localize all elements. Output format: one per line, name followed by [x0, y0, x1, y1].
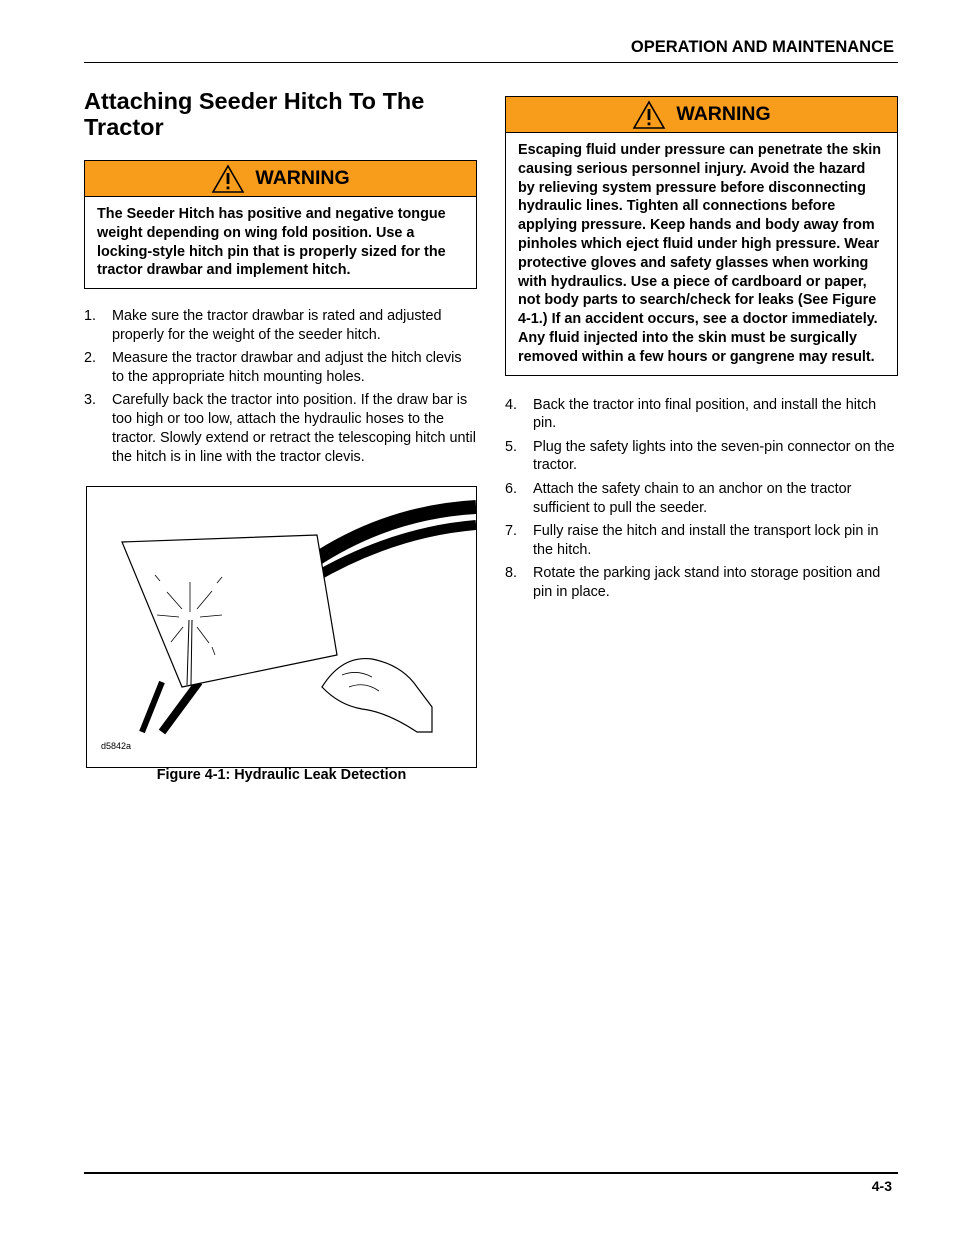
step-number: 5.	[505, 438, 518, 455]
step-text: Make sure the tractor drawbar is rated and adjusted properly for the weight of the seeder hitch.	[112, 308, 442, 343]
header-section-title: OPERATION AND MAINTENANCE	[630, 38, 894, 56]
list-item	[505, 396, 898, 434]
figure-hydraulic-leak	[86, 486, 477, 768]
step-text: Attach the safety chain to an anchor on the tractor sufficient to pull the seeder.	[533, 480, 852, 516]
step-number: 6.	[505, 480, 518, 497]
step-text: Rotate the parking jack stand into storage position and pin in place.	[533, 564, 881, 600]
step-text: Fully raise the hitch and install the transport lock pin in the hitch.	[533, 522, 879, 558]
step-text: Plug the safety lights into the seven-pin connector on the tractor.	[533, 438, 895, 474]
page-number: 4-3	[871, 1178, 892, 1194]
step-text: Back the tractor into final position, and install the hitch pin.	[533, 396, 877, 432]
hydraulic-leak-illustration	[87, 487, 476, 767]
step-number: 8.	[505, 564, 518, 581]
list-item	[505, 564, 898, 602]
warning-triangle-icon	[632, 100, 666, 130]
step-number: 2.	[84, 350, 97, 367]
right-column	[505, 96, 898, 606]
warning-text: Escaping fluid under pressure can penetrate the skin causing serious personnel injury. Avoid the hazard by relieving system pressure before disconnecting hydraulic lines. Tighten all connections before applying pressure. Keep hands and body away from pinholes which eject fluid under high pressure. Wear protective gloves and safety glasses when working with hydraulics. Use a piece of cardboard or paper, not body parts to search/check for leaks (See Figure 4-1.) If an accident occurs, see a doctor immediately. Any fluid injected into the skin must be surgically removed within a few hours or gangrene may result.	[518, 142, 882, 365]
page-header	[84, 38, 898, 63]
step-text: Carefully back the tractor into position. If the draw bar is too high or too low, attach the hydraulic hoses to the tractor. Slowly extend or retract the telescoping hitch until the hitch is in line with the tractor clevis.	[112, 392, 476, 465]
left-column	[84, 88, 477, 471]
figure-code: d5842a	[101, 741, 132, 751]
warning-triangle-icon	[211, 164, 245, 194]
step-number: 4.	[505, 396, 518, 413]
section-title: Attaching Seeder Hitch To The Tractor	[84, 88, 425, 140]
list-item	[505, 480, 898, 518]
figure-caption: Figure 4-1: Hydraulic Leak Detection	[156, 767, 407, 783]
page-footer	[84, 1172, 898, 1194]
steps-list-right	[505, 396, 898, 602]
list-item	[505, 522, 898, 560]
list-item	[505, 438, 898, 476]
warning-header	[506, 97, 897, 133]
step-number: 1.	[84, 308, 97, 325]
step-number: 7.	[505, 522, 518, 539]
list-item	[84, 307, 477, 345]
warning-header	[85, 161, 476, 197]
warning-label: WARNING	[676, 103, 771, 125]
steps-list-left	[84, 307, 477, 466]
list-item	[84, 349, 477, 387]
list-item	[84, 391, 477, 466]
warning-box-hydraulics	[505, 96, 898, 376]
step-text: Measure the tractor drawbar and adjust the hitch clevis to the appropriate hitch mounting holes.	[112, 350, 462, 386]
warning-label: WARNING	[255, 167, 350, 189]
step-number: 3.	[84, 392, 97, 409]
warning-box-hitch	[84, 160, 477, 289]
warning-text: The Seeder Hitch has positive and negative tongue weight depending on wing fold position. Use a locking-style hitch pin that is properly sized for the tractor drawbar and implement hitch.	[97, 206, 446, 279]
